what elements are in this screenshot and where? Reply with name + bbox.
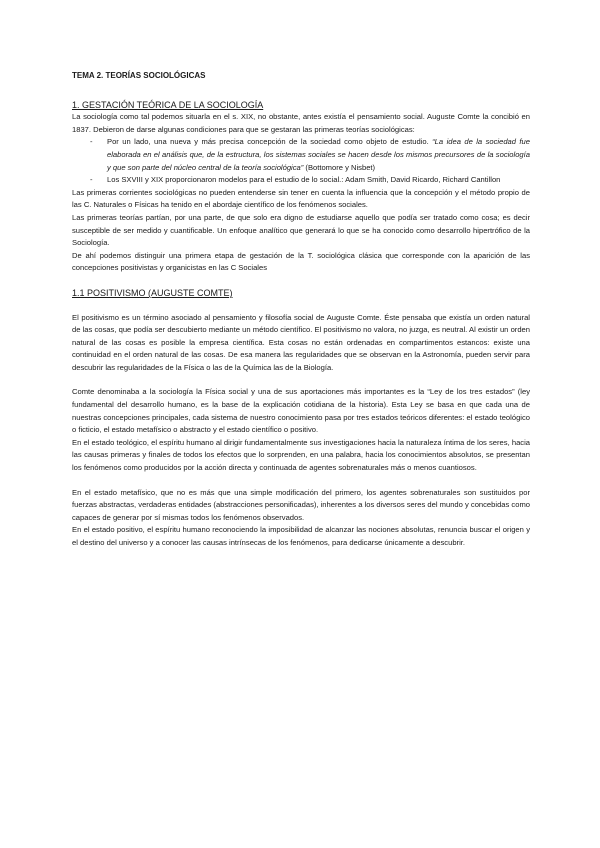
paragraph: Las primeras teorías partían, por una parte, de que solo era digno de estudiarse aquello que podía ser tratado como cosa; es decir susceptible de ser medido y cuantificable. Un enfoque analítico que generará lo que se ha conocido como desarrollo hipertrófico de la Sociología. [72,212,530,248]
bullet-text: Los SXVIII y XIX proporcionaron modelos para el estudio de lo social.: Adam Smith, David Ricardo, Richard Cantillon [107,175,501,185]
bullet-quote: “La idea de la sociedad fue elaborada en el análisis que, de la estructura, los sistemas sociales se hacen desde los mismos precursores de la sociología y que son parte del núcleo central de la teoría sociológica” [107,137,530,172]
paragraph: En el estado metafísico, que no es más que una simple modificación del primero, los agentes sobrenaturales son sustituidos por fuerzas abstractas, verdaderas entidades (abstracciones personificadas), inherentes a los diversos seres del mundo y concebidas como capaces de generar por sí mismas todos los fenómenos observados. [72,487,530,522]
paragraph: Las primeras corrientes sociológicas no pueden entenderse sin tener en cuenta la influencia que la concepción y el método propio de las C. Naturales o Físicas ha tenido en el abordaje científico de los fenómenos sociales. [72,187,530,210]
paragraph: En el estado positivo, el espíritu humano reconociendo la imposibilidad de alcanzar las nociones absolutas, renuncia buscar el origen y el destino del universo y a conocer las causas intrínsecas de los fenómenos, para dedicarse únicamente a descubrir. [72,525,530,547]
paragraph: De ahí podemos distinguir una primera etapa de gestación de la T. sociológica clásica que corresponde con la aparición de las concepciones positivistas y organicistas en las C Sociales [72,250,530,273]
bullet-citation: (Bottomore y Nisbet) [305,162,376,172]
list-item [90,136,530,174]
bullet-text: Por un lado, una nueva y más precisa concepción de la sociedad como objeto de estudio. [107,137,429,147]
section-heading-positivismo: 1.1 POSITIVISMO (AUGUSTE COMTE) [72,287,233,298]
document-title: TEMA 2. TEORÍAS SOCIOLÓGICAS [72,71,206,80]
section-heading-gestacion: 1. GESTACIÓN TEÓRICA DE LA SOCIOLOGÍA [72,99,264,110]
bullet-dash: - [90,137,93,147]
list-item [90,174,530,187]
conditions-list [72,136,530,186]
paragraph: El positivismo es un término asociado al pensamiento y filosofía social de Auguste Comte. Éste pensaba que existía un orden natural de las cosas, que podía ser descubierto mediante un método científico. El positivismo no valora, no juzga, es neutral. Al existir un orden natural de las cosas es posible la empresa científica. Esta cosas no están ordenadas en compartimentos estancos: existe una continuidad en el orden natural de las cosas. De esa manera las regularidades que se observan en la Astronomía, pueden servir para descubrir las regularidades de la Física o las de la Química las de la Biología. [72,312,530,372]
paragraph: Comte denominaba a la sociología la Física social y una de sus aportaciones más importantes es la “Ley de los tres estados” (ley fundamental del desarrollo humano, es la base de la explicación cotidiana de la historia). Esta Ley se basa en que cada una de nuestras concepciones principales, cada sistema de nuestro conocimiento pasa por tres estados teóricos diferentes: el estado teológico o ficticio, el estado metafísico o abstracto y el estado científico o positivo. [72,387,530,435]
paragraph-intro: La sociología como tal podemos situarla en el s. XIX, no obstante, antes existía el pensamiento social. Auguste Comte la concibió en 1837. Debieron de darse algunas condiciones para que se gestaran las primeras teorías sociológicas: [72,112,530,134]
document-body [72,70,530,550]
paragraph: En el estado teológico, el espíritu humano al dirigir fundamentalmente sus investigaciones hacia la naturaleza íntima de los seres, hacia las causas primeras y finales de todos los efectos que lo sorprenden, en una palabra, hacia los conocimientos absolutos, se presentan los fenómenos como producidos por la acción directa y continuada de agentes sobrenaturales más o menos cuantiosos. [72,437,530,473]
bullet-dash: - [90,175,93,185]
